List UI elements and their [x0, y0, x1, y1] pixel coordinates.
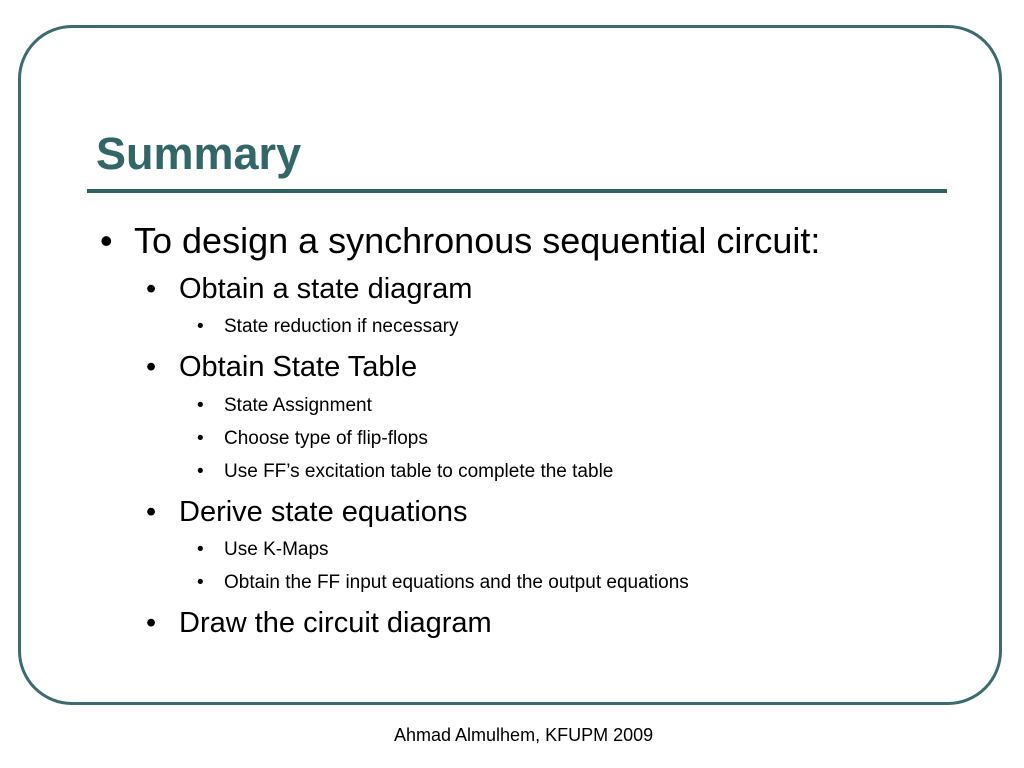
- list-item: Obtain a state diagram: [179, 273, 473, 305]
- list-item: Choose type of flip-flops: [224, 428, 428, 449]
- bullet-marker: •: [146, 607, 157, 639]
- list-item: State Assignment: [224, 395, 372, 416]
- bullet-marker: •: [146, 273, 157, 305]
- list-item: To design a synchronous sequential circuit:: [134, 220, 821, 261]
- slide-title: Summary: [96, 128, 302, 179]
- slide-frame: [18, 25, 1002, 705]
- list-item: Derive state equations: [179, 496, 468, 528]
- bullet-marker: •: [100, 220, 113, 261]
- list-item: Use K-Maps: [224, 539, 329, 560]
- bullet-marker: •: [146, 351, 157, 383]
- slide-footer: Ahmad Almulhem, KFUPM 2009: [394, 725, 654, 745]
- list-item: Draw the circuit diagram: [179, 607, 492, 639]
- list-item: Obtain State Table: [179, 351, 418, 383]
- list-item: State reduction if necessary: [224, 316, 459, 337]
- list-item: Use FF’s excitation table to complete the table: [224, 461, 614, 482]
- bullet-marker: •: [197, 395, 204, 416]
- bullet-marker: •: [197, 316, 204, 337]
- title-divider: [87, 189, 947, 193]
- bullet-marker: •: [197, 539, 204, 560]
- bullet-marker: •: [146, 496, 157, 528]
- bullet-marker: •: [197, 428, 204, 449]
- list-item: Obtain the FF input equations and the output equations: [224, 572, 689, 593]
- bullet-marker: •: [197, 461, 204, 482]
- bullet-marker: •: [197, 572, 204, 593]
